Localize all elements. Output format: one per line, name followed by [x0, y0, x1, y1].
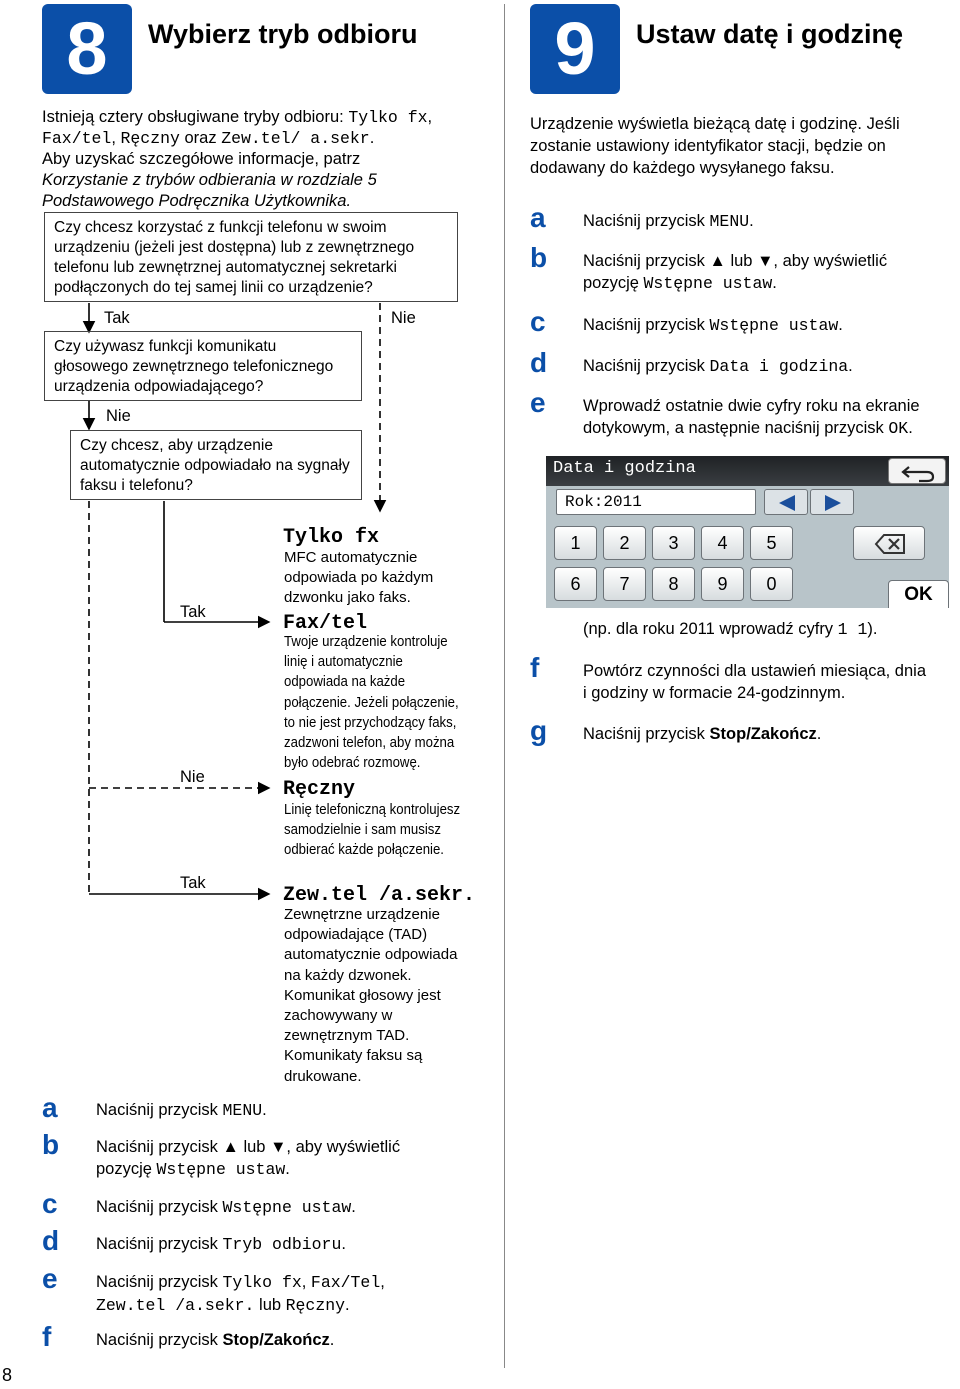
step-letter-f: f: [530, 652, 540, 683]
mode-manual-desc: Linię telefoniczną kontrolujesz samodzielnie i sam musisz odbierać każde połączenie.: [284, 801, 461, 859]
intro-text: Urządzenie wyświetla bieżącą datę i godzinę. Jeśli zostanie ustawiony identyfikator stacji, będzie on dodawany do każdego wysyłanego faksu.: [530, 115, 900, 177]
step-number-badge: 9: [530, 4, 620, 94]
up-arrow-icon: ▲: [709, 252, 726, 270]
lcd-title: Data i godzina: [553, 459, 696, 478]
step-letter-g: g: [530, 715, 548, 746]
key-0[interactable]: 0: [750, 567, 793, 601]
step-letter-b: b: [530, 242, 548, 273]
mode-fax-tel-desc: Twoje urządzenie kontroluje linię i automatycznie odpowiada na każde połączenie. Jeżeli połączenie, to nie jest przychodzący faks, zadzwoni telefon, aby można było odebrać rozmowę.: [284, 633, 459, 772]
step-e-text: Wprowadź ostatnie dwie cyfry roku na ekranie dotykowym, a następnie naciśnij przycisk OK.: [583, 397, 920, 438]
back-button[interactable]: [888, 458, 946, 484]
step-letter-c: c: [530, 306, 546, 337]
up-arrow-icon: ▲: [222, 1138, 239, 1156]
step-letter-d: d: [42, 1225, 60, 1256]
manual-no-label: Nie: [180, 768, 205, 786]
down-arrow-icon: ▼: [270, 1138, 287, 1156]
step-title: Ustaw datę i godzinę: [636, 19, 904, 49]
step-title: Wybierz tryb odbioru: [148, 19, 418, 49]
year-input[interactable]: Rok:2011: [556, 489, 756, 515]
key-1[interactable]: 1: [554, 526, 597, 560]
question-1: Czy chcesz korzystać z funkcji telefonu w swoim urządzeniu (jeżeli jest dostępna) lub z zewnętrznego telefonu lub zewnętrznej automatycznej sekretarki podłączonych do tej samej linii co urządzenie?: [44, 212, 458, 302]
lcd-title-bar: [546, 456, 949, 486]
page-number: 8: [2, 1365, 13, 1385]
step-letter-c: c: [42, 1188, 58, 1219]
lcd-screen: [546, 456, 949, 608]
step-letter-b: b: [42, 1129, 60, 1160]
step-g-text: Naciśnij przycisk Stop/Zakończ.: [583, 725, 822, 743]
step-letter-a: a: [530, 202, 546, 233]
step-c-text: Naciśnij przycisk Wstępne ustaw.: [583, 316, 843, 335]
mode-fax-tel-title: Fax/tel: [283, 612, 368, 635]
question-3: Czy chcesz, aby urządzenie automatycznie odpowiadało na sygnały faksu i telefonu?: [70, 430, 362, 500]
mode-tad-title: Zew.tel /a.sekr.: [283, 884, 476, 907]
mode-fax-only-title: Tylko fx: [283, 526, 380, 549]
fax-tel-yes-label: Tak: [180, 603, 206, 621]
intro-text: Istnieją cztery obsługiwane tryby odbioru: Tylko fx, Fax/tel, Ręczny oraz Zew.tel/ a.sekr. Aby uzyskać szczegółowe informacje, patrz Korzystanie z trybów odbierania w rozdziale 5 Podstawowego Podręcznika Użytkownika.: [42, 108, 433, 210]
step-d-text: Naciśnij przycisk Data i godzina.: [583, 357, 853, 376]
backspace-button[interactable]: [853, 526, 925, 560]
key-2[interactable]: 2: [603, 526, 646, 560]
tad-yes-label: Tak: [180, 874, 206, 892]
key-9[interactable]: 9: [701, 567, 744, 601]
step-letter-e: e: [42, 1263, 58, 1294]
step-b-text: Naciśnij przycisk ▲ lub ▼, aby wyświetlić pozycję Wstępne ustaw.: [583, 252, 888, 293]
note-text: (np. dla roku 2011 wprowadź cyfry 1 1).: [583, 620, 878, 639]
backspace-icon: [854, 527, 926, 561]
column-divider: [504, 4, 505, 1368]
step-letter-d: d: [530, 347, 548, 378]
step-d-text: Naciśnij przycisk Tryb odbioru.: [96, 1235, 346, 1254]
step-letter-a: a: [42, 1092, 58, 1123]
left-triangle-icon: [765, 490, 809, 516]
question-2: Czy używasz funkcji komunikatu głosowego zewnętrznego telefonicznego urządzenia odpowiadającego?: [44, 331, 362, 401]
right-triangle-icon: [811, 490, 855, 516]
step-letter-f: f: [42, 1321, 52, 1352]
step-a-text: Naciśnij przycisk MENU.: [583, 212, 754, 231]
cursor-right-button[interactable]: [810, 489, 854, 515]
step-c-text: Naciśnij przycisk Wstępne ustaw.: [96, 1198, 356, 1217]
step-a-text: Naciśnij przycisk MENU.: [96, 1101, 267, 1120]
step-e-text: Naciśnij przycisk Tylko fx, Fax/Tel, Zew.tel /a.sekr. lub Ręczny.: [96, 1273, 385, 1315]
step-b-text: Naciśnij przycisk ▲ lub ▼, aby wyświetlić pozycję Wstępne ustaw.: [96, 1138, 401, 1179]
q2-no-label: Nie: [106, 407, 131, 425]
key-4[interactable]: 4: [701, 526, 744, 560]
cursor-left-button[interactable]: [764, 489, 808, 515]
back-icon: [889, 459, 947, 485]
mode-tad-desc: Zewnętrzne urządzenie odpowiadające (TAD) automatycznie odpowiada na każdy dzwonek. Komunikat głosowy jest zachowywany w zewnętrznym TAD. Komunikaty faksu są drukowane.: [284, 906, 458, 1085]
q1-no-label: Nie: [391, 309, 416, 327]
key-6[interactable]: 6: [554, 567, 597, 601]
down-arrow-icon: ▼: [757, 252, 774, 270]
step-letter-e: e: [530, 387, 546, 418]
key-8[interactable]: 8: [652, 567, 695, 601]
ok-button[interactable]: OK: [888, 580, 949, 608]
mode-fax-only-desc: MFC automatycznie odpowiada po każdym dzwonku jako faks.: [284, 549, 434, 607]
step-number-badge: 8: [42, 4, 132, 94]
step-f-text: Naciśnij przycisk Stop/Zakończ.: [96, 1331, 335, 1349]
key-5[interactable]: 5: [750, 526, 793, 560]
step-f-text: Powtórz czynności dla ustawień miesiąca, dnia i godziny w formacie 24-godzinnym.: [583, 662, 926, 702]
key-7[interactable]: 7: [603, 567, 646, 601]
key-3[interactable]: 3: [652, 526, 695, 560]
mode-manual-title: Ręczny: [283, 778, 356, 801]
q1-yes-label: Tak: [104, 309, 130, 327]
